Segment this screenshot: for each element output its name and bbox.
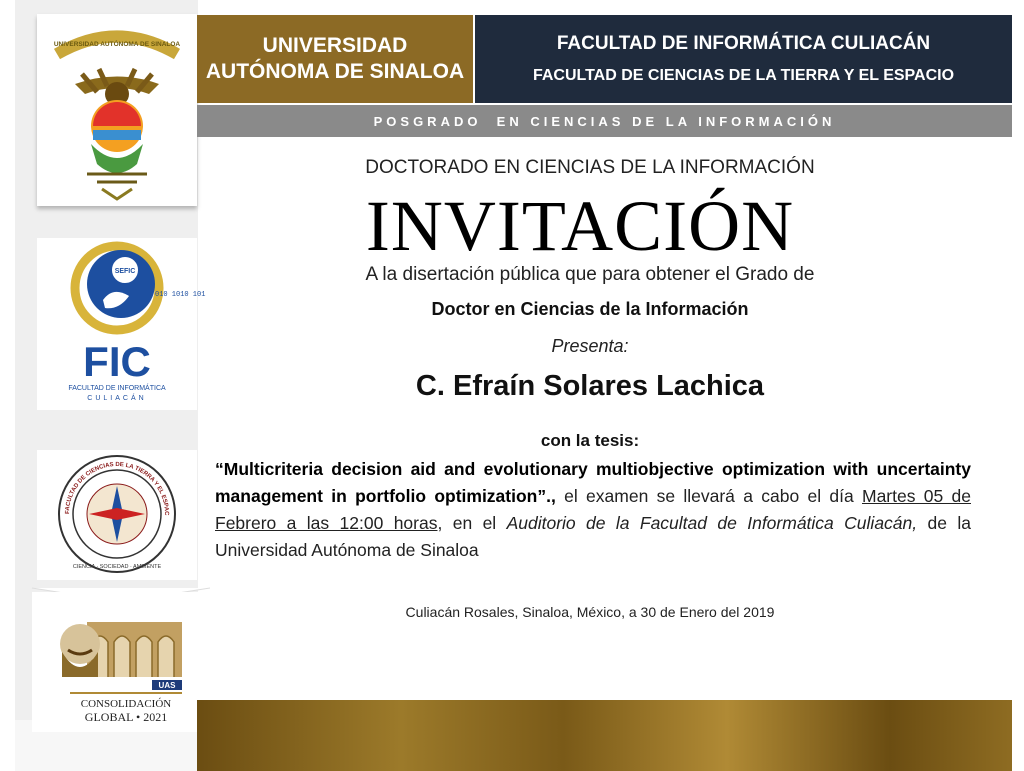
posgrado-band: POSGRADO EN CIENCIAS DE LA INFORMACIÓN xyxy=(197,105,1012,137)
svg-text:SEFIC: SEFIC xyxy=(114,268,136,275)
venue: Auditorio de la Facultad de Informática Culiacán, xyxy=(506,513,918,533)
svg-text:UNIVERSIDAD AUTÓNOMA DE SINALO: UNIVERSIDAD AUTÓNOMA DE SINALOA xyxy=(53,41,181,48)
body-text-b: , en el xyxy=(437,513,507,533)
thesis-label: con la tesis: xyxy=(540,431,640,450)
svg-text:CIENCIA · SOCIEDAD · AMBIENTE: CIENCIA · SOCIEDAD · AMBIENTE xyxy=(72,564,162,570)
sidebar xyxy=(15,0,206,771)
faculty-line1: FACULTAD DE INFORMÁTICA CULIACÁN xyxy=(556,33,931,54)
date-time: Martes 05 de Febrero a las 12:00 horas xyxy=(215,486,971,533)
consolidacion-global-logo xyxy=(32,592,210,732)
university-line2: AUTÓNOMA DE SINALOA xyxy=(205,60,465,83)
intro-text: A la disertación pública que para obtener el Grado de xyxy=(365,264,815,285)
svg-text:FACULTAD DE INFORMÁTICA: FACULTAD DE INFORMÁTICA xyxy=(68,385,166,392)
presenta-label: Presenta: xyxy=(551,336,629,356)
faculty-line2: FACULTAD DE CIENCIAS DE LA TIERRA Y EL ESPACIO xyxy=(532,67,955,84)
degree-name: Doctor en Ciencias de la Información xyxy=(431,299,749,319)
invitation-title: INVITACIÓN xyxy=(365,186,795,266)
svg-text:GLOBAL • 2021: GLOBAL • 2021 xyxy=(84,710,168,724)
svg-text:FACULTAD DE CIENCIAS DE LA TIE: FACULTAD DE CIENCIAS DE LA TIERRA Y EL ESPAC xyxy=(64,461,170,516)
body-text-a: el examen se llevará a cabo el día xyxy=(555,486,862,506)
uas-crest-logo xyxy=(37,14,197,206)
footer-band xyxy=(197,700,1012,771)
invitation-body xyxy=(215,456,971,564)
body-text-c: de la Universidad Autónoma de Sinaloa xyxy=(215,513,971,560)
thesis-title: “Multicriteria decision aid and evolutionary multiobjective optimization with uncertainty management in portfolio optimization”., xyxy=(215,459,971,506)
place-date: Culiacán Rosales, Sinaloa, México, a 30 de Enero del 2019 xyxy=(405,604,775,620)
fic-logo xyxy=(37,238,206,410)
candidate-name: C. Efraín Solares Lachica xyxy=(415,370,765,402)
svg-text:CULIACÁN: CULIACÁN xyxy=(87,395,147,402)
svg-text:UAS: UAS xyxy=(158,681,176,690)
svg-text:CONSOLIDACIÓN: CONSOLIDACIÓN xyxy=(80,698,172,710)
fcte-seal-logo xyxy=(37,450,197,580)
program-name: DOCTORADO EN CIENCIAS DE LA INFORMACIÓN xyxy=(365,157,815,178)
faculty-header xyxy=(475,15,1012,103)
university-header xyxy=(197,15,473,103)
university-line1: UNIVERSIDAD xyxy=(262,34,408,57)
svg-text:010 1010 101: 010 1010 101 xyxy=(155,291,206,299)
svg-text:FIC: FIC xyxy=(83,338,151,385)
